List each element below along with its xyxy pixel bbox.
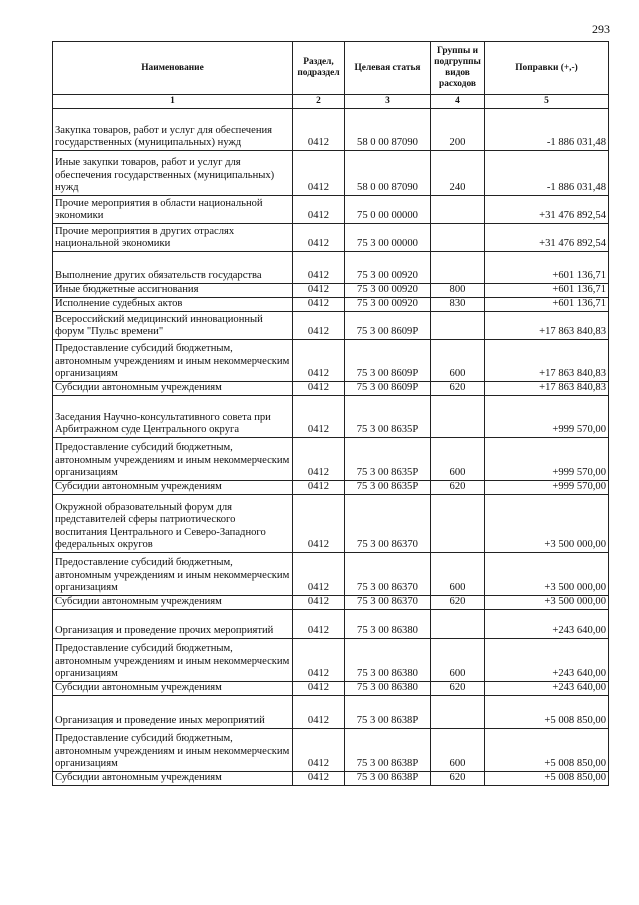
cell-article: 75 3 00 8638Р xyxy=(345,729,431,772)
cell-group xyxy=(431,396,485,438)
cell-group: 620 xyxy=(431,481,485,495)
cell-section: 0412 xyxy=(293,438,345,481)
cell-section: 0412 xyxy=(293,553,345,596)
cell-amount: +999 570,00 xyxy=(485,396,609,438)
cell-amount: +17 863 840,83 xyxy=(485,312,609,340)
cell-article: 75 3 00 8635Р xyxy=(345,481,431,495)
table-header-row xyxy=(53,42,609,95)
cell-article: 75 3 00 86370 xyxy=(345,553,431,596)
cell-name: Прочие мероприятия в области национальной экономики xyxy=(53,196,293,224)
cell-group: 800 xyxy=(431,284,485,298)
cell-section: 0412 xyxy=(293,284,345,298)
cell-name: Субсидии автономным учреждениям xyxy=(53,682,293,696)
cell-section: 0412 xyxy=(293,196,345,224)
cell-group: 600 xyxy=(431,553,485,596)
cell-name: Закупка товаров, работ и услуг для обеспечения государственных (муниципальных) нужд xyxy=(53,109,293,151)
cell-amount: +3 500 000,00 xyxy=(485,495,609,553)
header-section: Раздел, подраздел xyxy=(293,42,345,95)
cell-section: 0412 xyxy=(293,481,345,495)
cell-group: 620 xyxy=(431,682,485,696)
cell-group xyxy=(431,252,485,284)
cell-article: 75 3 00 8609Р xyxy=(345,382,431,396)
table-row xyxy=(53,495,609,553)
table-row xyxy=(53,481,609,495)
table-row xyxy=(53,298,609,312)
cell-group xyxy=(431,224,485,252)
table-row xyxy=(53,553,609,596)
cell-amount: +17 863 840,83 xyxy=(485,382,609,396)
cell-amount: +999 570,00 xyxy=(485,481,609,495)
cell-article: 75 0 00 00000 xyxy=(345,196,431,224)
table-row xyxy=(53,438,609,481)
cell-section: 0412 xyxy=(293,382,345,396)
cell-amount: +999 570,00 xyxy=(485,438,609,481)
cell-amount: +5 008 850,00 xyxy=(485,729,609,772)
cell-name: Предоставление субсидий бюджетным, автономным учреждениям и иным некоммерческим организациям xyxy=(53,729,293,772)
cell-group: 620 xyxy=(431,382,485,396)
table-row xyxy=(53,224,609,252)
column-number: 4 xyxy=(431,95,485,109)
cell-section: 0412 xyxy=(293,312,345,340)
table-row xyxy=(53,196,609,224)
column-numbers-row xyxy=(53,95,609,109)
header-name: Наименование xyxy=(53,42,293,95)
cell-article: 75 3 00 8609Р xyxy=(345,340,431,382)
cell-amount: +243 640,00 xyxy=(485,639,609,682)
cell-section: 0412 xyxy=(293,639,345,682)
cell-name: Субсидии автономным учреждениям xyxy=(53,382,293,396)
table-row xyxy=(53,682,609,696)
cell-group: 200 xyxy=(431,109,485,151)
cell-article: 75 3 00 8609Р xyxy=(345,312,431,340)
cell-amount: +601 136,71 xyxy=(485,284,609,298)
cell-group: 600 xyxy=(431,438,485,481)
table-row xyxy=(53,396,609,438)
cell-name: Предоставление субсидий бюджетным, автономным учреждениям и иным некоммерческим организациям xyxy=(53,553,293,596)
cell-amount: +243 640,00 xyxy=(485,610,609,639)
cell-group xyxy=(431,610,485,639)
cell-article: 58 0 00 87090 xyxy=(345,109,431,151)
cell-article: 75 3 00 86380 xyxy=(345,639,431,682)
cell-name: Организация и проведение прочих мероприятий xyxy=(53,610,293,639)
table-row xyxy=(53,151,609,196)
cell-name: Иные закупки товаров, работ и услуг для обеспечения государственных (муниципальных) нужд xyxy=(53,151,293,196)
cell-group xyxy=(431,196,485,224)
cell-name: Предоставление субсидий бюджетным, автономным учреждениям и иным некоммерческим организациям xyxy=(53,438,293,481)
cell-name: Субсидии автономным учреждениям xyxy=(53,481,293,495)
cell-amount: +243 640,00 xyxy=(485,682,609,696)
cell-group: 240 xyxy=(431,151,485,196)
cell-name: Предоставление субсидий бюджетным, автономным учреждениям и иным некоммерческим организациям xyxy=(53,340,293,382)
column-number: 5 xyxy=(485,95,609,109)
cell-group xyxy=(431,312,485,340)
cell-article: 75 3 00 8638Р xyxy=(345,772,431,786)
cell-amount: +3 500 000,00 xyxy=(485,596,609,610)
table-row xyxy=(53,382,609,396)
cell-article: 75 3 00 86370 xyxy=(345,596,431,610)
cell-article: 75 3 00 8635Р xyxy=(345,396,431,438)
cell-section: 0412 xyxy=(293,109,345,151)
cell-section: 0412 xyxy=(293,495,345,553)
cell-article: 75 3 00 00920 xyxy=(345,252,431,284)
table-row xyxy=(53,729,609,772)
cell-article: 75 3 00 00920 xyxy=(345,284,431,298)
cell-section: 0412 xyxy=(293,772,345,786)
cell-group: 600 xyxy=(431,639,485,682)
cell-name: Окружной образовательный форум для представителей сферы патриотического воспитания Центрального и Северо-Западного федеральных округов xyxy=(53,495,293,553)
table-row xyxy=(53,284,609,298)
cell-amount: +5 008 850,00 xyxy=(485,772,609,786)
cell-group xyxy=(431,495,485,553)
table-row xyxy=(53,639,609,682)
cell-name: Организация и проведение иных мероприятий xyxy=(53,696,293,729)
page-number: 293 xyxy=(592,22,610,36)
table-row xyxy=(53,772,609,786)
cell-article: 75 3 00 86370 xyxy=(345,495,431,553)
cell-section: 0412 xyxy=(293,151,345,196)
table-row xyxy=(53,610,609,639)
cell-article: 75 3 00 8638Р xyxy=(345,696,431,729)
cell-section: 0412 xyxy=(293,224,345,252)
cell-name: Иные бюджетные ассигнования xyxy=(53,284,293,298)
cell-name: Предоставление субсидий бюджетным, автономным учреждениям и иным некоммерческим организациям xyxy=(53,639,293,682)
cell-amount: -1 886 031,48 xyxy=(485,151,609,196)
column-number: 1 xyxy=(53,95,293,109)
table-row xyxy=(53,252,609,284)
cell-section: 0412 xyxy=(293,396,345,438)
cell-amount: +3 500 000,00 xyxy=(485,553,609,596)
cell-article: 75 3 00 00000 xyxy=(345,224,431,252)
table-row xyxy=(53,109,609,151)
table-row xyxy=(53,340,609,382)
cell-amount: +17 863 840,83 xyxy=(485,340,609,382)
cell-name: Заседания Научно-консультативного совета при Арбитражном суде Центрального округа xyxy=(53,396,293,438)
cell-amount: +601 136,71 xyxy=(485,252,609,284)
cell-amount: +601 136,71 xyxy=(485,298,609,312)
header-group: Группы и подгруппы видов расходов xyxy=(431,42,485,95)
header-article: Целевая статья xyxy=(345,42,431,95)
cell-name: Выполнение других обязательств государства xyxy=(53,252,293,284)
cell-group xyxy=(431,696,485,729)
cell-amount: +5 008 850,00 xyxy=(485,696,609,729)
cell-amount: -1 886 031,48 xyxy=(485,109,609,151)
cell-section: 0412 xyxy=(293,340,345,382)
cell-section: 0412 xyxy=(293,682,345,696)
cell-name: Субсидии автономным учреждениям xyxy=(53,596,293,610)
cell-amount: +31 476 892,54 xyxy=(485,224,609,252)
cell-article: 75 3 00 86380 xyxy=(345,682,431,696)
cell-section: 0412 xyxy=(293,696,345,729)
cell-group: 620 xyxy=(431,596,485,610)
cell-section: 0412 xyxy=(293,252,345,284)
cell-section: 0412 xyxy=(293,610,345,639)
cell-name: Субсидии автономным учреждениям xyxy=(53,772,293,786)
cell-article: 58 0 00 87090 xyxy=(345,151,431,196)
cell-name: Прочие мероприятия в других отраслях национальной экономики xyxy=(53,224,293,252)
table-row xyxy=(53,312,609,340)
cell-article: 75 3 00 8635Р xyxy=(345,438,431,481)
table-row xyxy=(53,596,609,610)
cell-article: 75 3 00 86380 xyxy=(345,610,431,639)
cell-section: 0412 xyxy=(293,298,345,312)
cell-name: Исполнение судебных актов xyxy=(53,298,293,312)
cell-group: 600 xyxy=(431,729,485,772)
header-amount: Поправки (+,-) xyxy=(485,42,609,95)
cell-group: 600 xyxy=(431,340,485,382)
budget-table xyxy=(52,41,609,786)
cell-section: 0412 xyxy=(293,596,345,610)
column-number: 2 xyxy=(293,95,345,109)
cell-group: 830 xyxy=(431,298,485,312)
table-row xyxy=(53,696,609,729)
cell-group: 620 xyxy=(431,772,485,786)
cell-name: Всероссийский медицинский инновационный форум "Пульс времени" xyxy=(53,312,293,340)
cell-amount: +31 476 892,54 xyxy=(485,196,609,224)
cell-section: 0412 xyxy=(293,729,345,772)
column-number: 3 xyxy=(345,95,431,109)
cell-article: 75 3 00 00920 xyxy=(345,298,431,312)
